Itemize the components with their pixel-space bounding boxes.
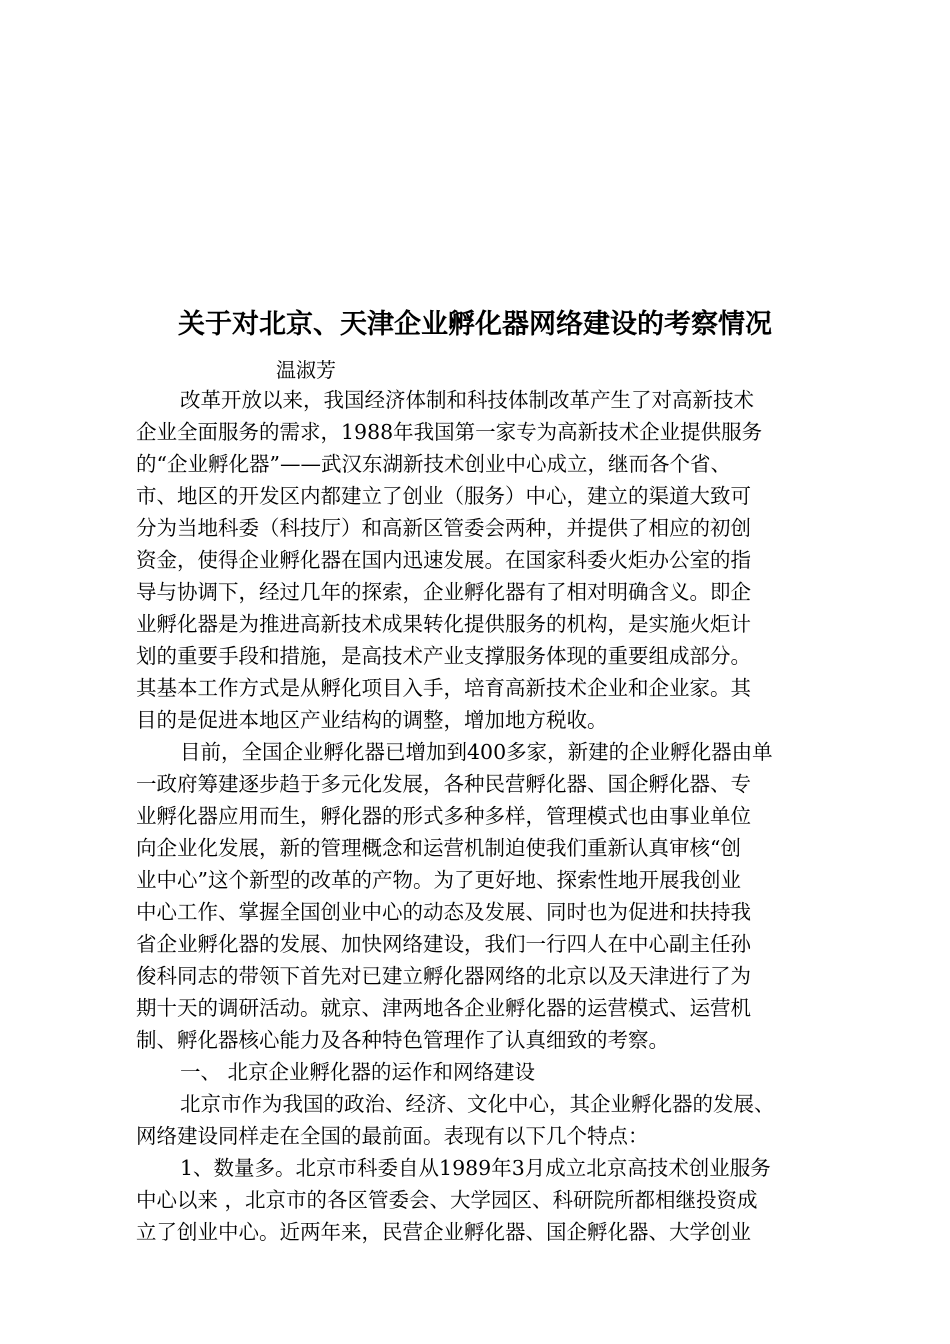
text-line: 业中心”这个新型的改革的产物。为了更好地、探索性地开展我创业 (136, 868, 741, 892)
text-line: 一、 北京企业孵化器的运作和网络建设 (180, 1060, 536, 1084)
text-line: 市、地区的开发区内都建立了创业（服务）中心，建立的渠道大致可 (136, 484, 751, 508)
text-line: 企业全面服务的需求，1988年我国第一家专为高新技术企业提供服务 (136, 420, 763, 444)
text-line: 制、孵化器核心能力及各种特色管理作了认真细致的考察。 (136, 1028, 669, 1052)
text-line: 1、数量多。北京市科委自从1989年3月成立北京高技术创业服务 (180, 1156, 771, 1180)
text-line: 向企业化发展，新的管理概念和运营机制迫使我们重新认真审核“创 (136, 836, 741, 860)
text-line: 导与协调下，经过几年的探索，企业孵化器有了相对明确含义。即企 (136, 580, 751, 604)
text-line: 期十天的调研活动。就京、津两地各企业孵化器的运营模式、运营机 (136, 996, 751, 1020)
author-name: 温淑芳 (276, 358, 336, 382)
document-title: 关于对北京、天津企业孵化器网络建设的考察情况 (178, 309, 772, 340)
text-line: 北京市作为我国的政治、经济、文化中心，其企业孵化器的发展、 (180, 1092, 775, 1116)
text-line: 改革开放以来，我国经济体制和科技体制改革产生了对高新技术 (180, 388, 754, 412)
text-line: 的“企业孵化器”——武汉东湖新技术创业中心成立，继而各个省、 (136, 452, 731, 476)
text-line: 网络建设同样走在全国的最前面。表现有以下几个特点： (136, 1124, 649, 1148)
text-line: 其基本工作方式是从孵化项目入手，培育高新技术企业和企业家。其 (136, 676, 751, 700)
text-line: 目的是促进本地区产业结构的调整，增加地方税收。 (136, 708, 608, 732)
text-line: 省企业孵化器的发展、加快网络建设，我们一行四人在中心副主任孙 (136, 932, 751, 956)
body-text (136, 384, 836, 1248)
text-line: 中心以来 ，北京市的各区管委会、大学园区、科研院所都相继投资成 (136, 1188, 758, 1212)
text-line: 立了创业中心。近两年来，民营企业孵化器、国企孵化器、大学创业 (136, 1220, 751, 1244)
text-line: 业孵化器是为推进高新技术成果转化提供服务的机构，是实施火炬计 (136, 612, 751, 636)
text-line: 中心工作、掌握全国创业中心的动态及发展、同时也为促进和扶持我 (136, 900, 751, 924)
text-line: 俊科同志的带领下首先对已建立孵化器网络的北京以及天津进行了为 (136, 964, 751, 988)
text-line: 业孵化器应用而生，孵化器的形式多种多样，管理模式也由事业单位 (136, 804, 751, 828)
text-line: 资金，使得企业孵化器在国内迅速发展。在国家科委火炬办公室的指 (136, 548, 751, 572)
text-line: 目前，全国企业孵化器已增加到400多家，新建的企业孵化器由单 (180, 740, 773, 764)
text-line: 一政府筹建逐步趋于多元化发展，各种民营孵化器、国企孵化器、专 (136, 772, 751, 796)
text-line: 分为当地科委（科技厅）和高新区管委会两种，并提供了相应的初创 (136, 516, 751, 540)
text-line: 划的重要手段和措施，是高技术产业支撑服务体现的重要组成部分。 (136, 644, 751, 668)
